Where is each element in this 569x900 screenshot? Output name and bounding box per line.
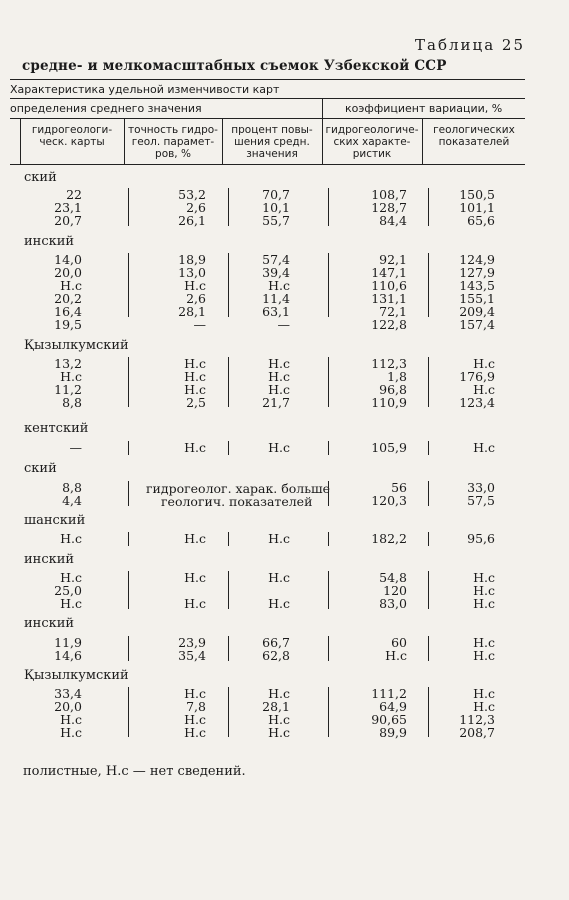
rule	[10, 98, 525, 99]
table-cell: 66,7 62,8	[262, 635, 290, 663]
column-divider	[328, 441, 329, 455]
table-cell: Н.с	[60, 531, 82, 546]
column-divider	[128, 532, 129, 546]
table-subtitle: Характеристика удельной изменчивости карт	[10, 83, 280, 96]
region-label: Қызылкумский	[24, 668, 129, 683]
table-cell: 18,9 13,0 Н.с 2,6 28,1 —	[178, 252, 206, 332]
column-divider	[128, 357, 129, 407]
column-divider	[428, 687, 429, 737]
column-divider	[428, 441, 429, 455]
footnote: полистные, Н.с — нет сведений.	[23, 764, 246, 779]
table-cell: 150,5 101,1 65,6	[459, 187, 495, 228]
column-divider	[128, 253, 129, 317]
column-divider	[328, 481, 329, 506]
table-cell: 60 Н.с	[385, 635, 407, 663]
column-divider	[328, 253, 329, 317]
table-number: Таблица 25	[415, 36, 525, 54]
column-divider	[328, 636, 329, 661]
table-cell: Н.с Н.с Н.с	[473, 570, 495, 611]
table-cell: 92,1 147,1 110,6 131,1 72,1 122,8	[371, 252, 407, 332]
column-divider	[328, 687, 329, 737]
table-cell: Н.с 25,0 Н.с	[54, 570, 82, 611]
table-cell: 182,2	[371, 531, 407, 546]
column-header-2: точность гидро- геол. парамет- ров, %	[128, 124, 218, 160]
table-cell: 56 120,3	[371, 480, 407, 508]
table-cell: Н.с Н.с	[473, 635, 495, 663]
header-divider	[20, 118, 21, 164]
rule-top	[10, 79, 525, 80]
region-label: Қызылкумский	[24, 338, 129, 353]
header-divider	[322, 98, 323, 164]
column-divider	[428, 571, 429, 609]
group-header-right: коэффициент вариации, %	[345, 102, 503, 115]
column-divider	[228, 441, 229, 455]
column-divider	[228, 687, 229, 737]
region-label: шанский	[24, 513, 86, 528]
table-cell: Н.с Н.с	[184, 570, 206, 611]
column-divider	[428, 636, 429, 661]
table-cell: Н.с Н.с	[268, 570, 290, 611]
column-divider	[128, 481, 129, 506]
table-cell: 111,2 64,9 90,65 89,9	[371, 686, 407, 740]
column-divider	[228, 357, 229, 407]
table-cell: 22 23,1 20,7	[54, 187, 82, 228]
table-cell: 95,6	[467, 531, 495, 546]
column-divider	[128, 571, 129, 609]
table-cell: Н.с	[184, 531, 206, 546]
column-divider	[228, 636, 229, 661]
header-divider	[422, 118, 423, 164]
region-label: ский	[24, 170, 57, 185]
column-divider	[428, 481, 429, 506]
column-divider	[428, 357, 429, 407]
region-label: ский	[24, 461, 57, 476]
column-divider	[428, 188, 429, 226]
table-cell: Н.с Н.с Н.с 2,5	[184, 356, 206, 410]
table-cell: 8,8 4,4	[62, 480, 82, 508]
column-divider	[428, 253, 429, 317]
table-cell: 54,8 120 83,0	[379, 570, 407, 611]
column-header-4: гидрогеологиче- ских характе- ристик	[325, 124, 419, 160]
column-divider	[228, 253, 229, 317]
column-divider	[128, 687, 129, 737]
table-cell: 53,2 2,6 26,1	[178, 187, 206, 228]
column-divider	[228, 532, 229, 546]
column-divider	[428, 532, 429, 546]
region-label: инский	[24, 234, 75, 249]
table-cell: 70,7 10,1 55,7	[262, 187, 290, 228]
table-cell: 105,9	[371, 440, 407, 455]
table-cell: Н.с Н.с 112,3 208,7	[459, 686, 495, 740]
column-header-1: гидрогеологи- ческ. карты	[31, 124, 113, 148]
column-divider	[228, 188, 229, 226]
table-cell: 23,9 35,4	[178, 635, 206, 663]
column-divider	[328, 357, 329, 407]
table-cell: Н.с	[268, 531, 290, 546]
column-divider	[328, 571, 329, 609]
region-label: инский	[24, 616, 75, 631]
rule-head-bottom	[10, 164, 525, 165]
column-divider	[128, 188, 129, 226]
column-divider	[128, 441, 129, 455]
group-header-left: определения среднего значения	[10, 102, 202, 115]
table-cell: Н.с 7,8 Н.с Н.с	[184, 686, 206, 740]
table-cell: Н.с	[268, 440, 290, 455]
table-cell: 108,7 128,7 84,4	[371, 187, 407, 228]
column-divider	[228, 571, 229, 609]
region-label: кентский	[24, 421, 89, 436]
column-header-3: процент повы- шения средн. значения	[231, 124, 313, 160]
table-cell: 14,0 20,0 Н.с 20,2 16,4 19,5	[54, 252, 82, 332]
rule	[10, 118, 525, 119]
header-divider	[124, 118, 125, 164]
column-divider	[128, 636, 129, 661]
table-cell: Н.с	[473, 440, 495, 455]
column-divider	[328, 532, 329, 546]
column-divider	[328, 188, 329, 226]
page-title: средне- и мелкомасштабных съемок Узбекской ССР	[22, 58, 447, 74]
note-line-1: гидрогеолог. харак. больше	[146, 481, 331, 496]
table-cell: Н.с 176,9 Н.с 123,4	[459, 356, 495, 410]
note-line-2: геологич. показателей	[161, 494, 313, 509]
region-label: инский	[24, 552, 75, 567]
table-cell: 13,2 Н.с 11,2 8,8	[54, 356, 82, 410]
table-cell: 124,9 127,9 143,5 155,1 209,4 157,4	[459, 252, 495, 332]
table-cell: 11,9 14,6	[54, 635, 82, 663]
table-cell: —	[69, 440, 82, 455]
header-divider	[222, 118, 223, 164]
column-header-5: геологических показателей	[433, 124, 515, 148]
table-cell: Н.с Н.с Н.с 21,7	[262, 356, 290, 410]
table-cell: 33,4 20,0 Н.с Н.с	[54, 686, 82, 740]
table-cell: Н.с	[184, 440, 206, 455]
table-cell: Н.с 28,1 Н.с Н.с	[262, 686, 290, 740]
table-cell: 57,4 39,4 Н.с 11,4 63,1 —	[262, 252, 290, 332]
table-cell: 33,0 57,5	[467, 480, 495, 508]
table-cell: 112,3 1,8 96,8 110,9	[371, 356, 407, 410]
